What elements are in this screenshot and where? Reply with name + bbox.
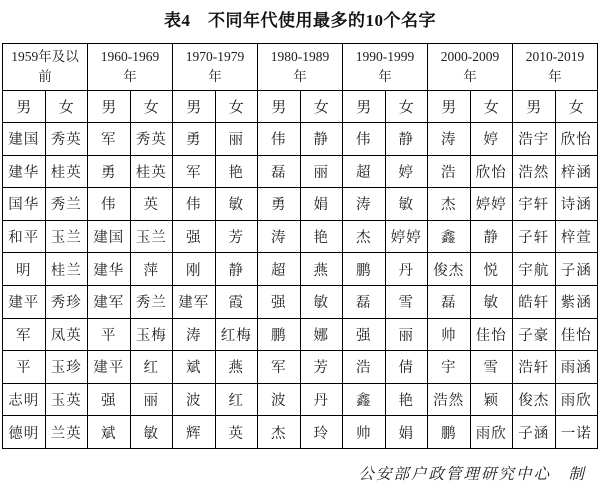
name-cell: 伟: [88, 188, 131, 221]
name-cell: 萍: [130, 253, 173, 286]
name-cell: 明: [3, 253, 46, 286]
name-cell: 静: [215, 253, 258, 286]
name-cell: 娜: [300, 318, 343, 351]
name-cell: 雨欣: [470, 416, 513, 449]
gender-header: 男: [343, 91, 386, 123]
name-cell: 强: [343, 318, 386, 351]
name-cell: 建国: [3, 123, 46, 156]
name-cell: 玲: [300, 416, 343, 449]
name-cell: 丹: [300, 383, 343, 416]
name-cell: 杰: [428, 188, 471, 221]
name-cell: 梓涵: [555, 155, 598, 188]
name-cell: 鑫: [343, 383, 386, 416]
name-cell: 秀兰: [130, 285, 173, 318]
gender-header: 男: [88, 91, 131, 123]
name-cell: 俊杰: [513, 383, 556, 416]
name-cell: 超: [343, 155, 386, 188]
name-cell: 伟: [343, 123, 386, 156]
name-cell: 建平: [88, 351, 131, 384]
name-cell: 丽: [215, 123, 258, 156]
name-cell: 鹏: [343, 253, 386, 286]
name-cell: 秀英: [45, 123, 88, 156]
name-cell: 国华: [3, 188, 46, 221]
name-cell: 丽: [130, 383, 173, 416]
name-cell: 婷婷: [470, 188, 513, 221]
name-cell: 玉兰: [130, 220, 173, 253]
name-cell: 皓轩: [513, 285, 556, 318]
name-cell: 佳怡: [470, 318, 513, 351]
name-cell: 红梅: [215, 318, 258, 351]
name-cell: 静: [385, 123, 428, 156]
name-cell: 燕: [215, 351, 258, 384]
gender-header: 女: [470, 91, 513, 123]
name-cell: 平: [88, 318, 131, 351]
name-cell: 秀英: [130, 123, 173, 156]
name-cell: 磊: [343, 285, 386, 318]
name-cell: 浩轩: [513, 351, 556, 384]
name-cell: 刚: [173, 253, 216, 286]
name-cell: 勇: [173, 123, 216, 156]
table-row-3: [3, 188, 598, 221]
name-cell: 雪: [470, 351, 513, 384]
name-cell: 诗涵: [555, 188, 598, 221]
name-cell: 敏: [215, 188, 258, 221]
name-cell: 秀珍: [45, 285, 88, 318]
name-cell: 艳: [385, 383, 428, 416]
name-cell: 德明: [3, 416, 46, 449]
name-cell: 桂英: [45, 155, 88, 188]
name-cell: 超: [258, 253, 301, 286]
name-cell: 伟: [258, 123, 301, 156]
gender-header: 女: [300, 91, 343, 123]
name-cell: 佳怡: [555, 318, 598, 351]
decade-header-1: 1960-1969 年: [88, 44, 173, 91]
name-cell: 雨涵: [555, 351, 598, 384]
name-cell: 波: [173, 383, 216, 416]
name-cell: 浩然: [513, 155, 556, 188]
name-cell: 斌: [173, 351, 216, 384]
decade-header-5: 2000-2009 年: [428, 44, 513, 91]
name-cell: 建军: [173, 285, 216, 318]
name-cell: 桂兰: [45, 253, 88, 286]
table-row-5: [3, 253, 598, 286]
name-cell: 建国: [88, 220, 131, 253]
name-cell: 军: [173, 155, 216, 188]
name-cell: 鹏: [428, 416, 471, 449]
name-cell: 欣怡: [470, 155, 513, 188]
name-cell: 丹: [385, 253, 428, 286]
name-cell: 红: [215, 383, 258, 416]
name-cell: 涛: [258, 220, 301, 253]
name-cell: 浩宇: [513, 123, 556, 156]
decade-header-0: 1959年及以 前: [3, 44, 88, 91]
name-cell: 子轩: [513, 220, 556, 253]
table-title: 表4 不同年代使用最多的10个名字: [164, 11, 436, 30]
name-cell: 浩: [428, 155, 471, 188]
name-cell: 玉英: [45, 383, 88, 416]
name-cell: 磊: [428, 285, 471, 318]
gender-header: 女: [555, 91, 598, 123]
name-cell: 凤英: [45, 318, 88, 351]
name-cell: 欣怡: [555, 123, 598, 156]
name-cell: 静: [470, 220, 513, 253]
name-cell: 和平: [3, 220, 46, 253]
name-cell: 涛: [343, 188, 386, 221]
name-cell: 玉梅: [130, 318, 173, 351]
name-cell: 桂英: [130, 155, 173, 188]
name-cell: 宇: [428, 351, 471, 384]
name-cell: 俊杰: [428, 253, 471, 286]
name-cell: 斌: [88, 416, 131, 449]
name-cell: 子涵: [513, 416, 556, 449]
decade-header-6: 2010-2019 年: [513, 44, 598, 91]
name-cell: 玉珍: [45, 351, 88, 384]
name-cell: 燕: [300, 253, 343, 286]
table-row-1: [3, 123, 598, 156]
names-table: [2, 43, 598, 449]
name-cell: 涛: [173, 318, 216, 351]
name-cell: 娟: [300, 188, 343, 221]
name-cell: 敏: [470, 285, 513, 318]
name-cell: 鑫: [428, 220, 471, 253]
table-row-6: [3, 285, 598, 318]
decade-header-3: 1980-1989 年: [258, 44, 343, 91]
name-cell: 军: [3, 318, 46, 351]
name-cell: 红: [130, 351, 173, 384]
name-cell: 婷婷: [385, 220, 428, 253]
name-cell: 英: [215, 416, 258, 449]
name-cell: 帅: [428, 318, 471, 351]
table-row-4: [3, 220, 598, 253]
name-cell: 静: [300, 123, 343, 156]
name-cell: 军: [258, 351, 301, 384]
name-cell: 建华: [3, 155, 46, 188]
name-cell: 梓萱: [555, 220, 598, 253]
name-cell: 艳: [300, 220, 343, 253]
gender-header: 女: [215, 91, 258, 123]
name-cell: 宇轩: [513, 188, 556, 221]
table-head: [3, 44, 598, 123]
name-cell: 涛: [428, 123, 471, 156]
gender-header: 男: [173, 91, 216, 123]
name-cell: 建华: [88, 253, 131, 286]
name-cell: 雨欣: [555, 383, 598, 416]
name-cell: 宇航: [513, 253, 556, 286]
table-row-10: [3, 416, 598, 449]
decade-header-4: 1990-1999 年: [343, 44, 428, 91]
name-cell: 丽: [300, 155, 343, 188]
gender-header: 女: [45, 91, 88, 123]
name-cell: 子豪: [513, 318, 556, 351]
name-cell: 军: [88, 123, 131, 156]
gender-header: 男: [428, 91, 471, 123]
name-cell: 鹏: [258, 318, 301, 351]
name-cell: 霞: [215, 285, 258, 318]
name-cell: 伟: [173, 188, 216, 221]
name-cell: 磊: [258, 155, 301, 188]
name-cell: 辉: [173, 416, 216, 449]
name-cell: 艳: [215, 155, 258, 188]
table-row-9: [3, 383, 598, 416]
name-cell: 勇: [258, 188, 301, 221]
name-cell: 婷: [470, 123, 513, 156]
name-cell: 芳: [300, 351, 343, 384]
name-cell: 悦: [470, 253, 513, 286]
name-cell: 强: [88, 383, 131, 416]
gender-header: 女: [385, 91, 428, 123]
name-cell: 帅: [343, 416, 386, 449]
name-cell: 敏: [300, 285, 343, 318]
name-cell: 波: [258, 383, 301, 416]
source-credit: 公安部户政管理研究中心 制: [358, 465, 586, 483]
name-cell: 紫涵: [555, 285, 598, 318]
name-cell: 丽: [385, 318, 428, 351]
name-cell: 颖: [470, 383, 513, 416]
name-cell: 杰: [258, 416, 301, 449]
name-cell: 强: [258, 285, 301, 318]
name-cell: 杰: [343, 220, 386, 253]
table-row-8: [3, 351, 598, 384]
name-cell: 敏: [385, 188, 428, 221]
name-cell: 建平: [3, 285, 46, 318]
name-cell: 建军: [88, 285, 131, 318]
name-cell: 子涵: [555, 253, 598, 286]
gender-header: 男: [3, 91, 46, 123]
gender-header: 女: [130, 91, 173, 123]
name-cell: 强: [173, 220, 216, 253]
table-row-2: [3, 155, 598, 188]
name-cell: 英: [130, 188, 173, 221]
name-cell: 玉兰: [45, 220, 88, 253]
name-cell: 芳: [215, 220, 258, 253]
name-cell: 浩然: [428, 383, 471, 416]
name-cell: 婷: [385, 155, 428, 188]
table-body: [3, 123, 598, 449]
name-cell: 秀兰: [45, 188, 88, 221]
name-cell: 倩: [385, 351, 428, 384]
name-cell: 一诺: [555, 416, 598, 449]
name-cell: 雪: [385, 285, 428, 318]
name-cell: 敏: [130, 416, 173, 449]
name-cell: 勇: [88, 155, 131, 188]
name-cell: 志明: [3, 383, 46, 416]
decade-header-2: 1970-1979 年: [173, 44, 258, 91]
name-cell: 兰英: [45, 416, 88, 449]
name-cell: 平: [3, 351, 46, 384]
gender-header: 男: [513, 91, 556, 123]
name-cell: 娟: [385, 416, 428, 449]
gender-header: 男: [258, 91, 301, 123]
table-row-7: [3, 318, 598, 351]
name-cell: 浩: [343, 351, 386, 384]
